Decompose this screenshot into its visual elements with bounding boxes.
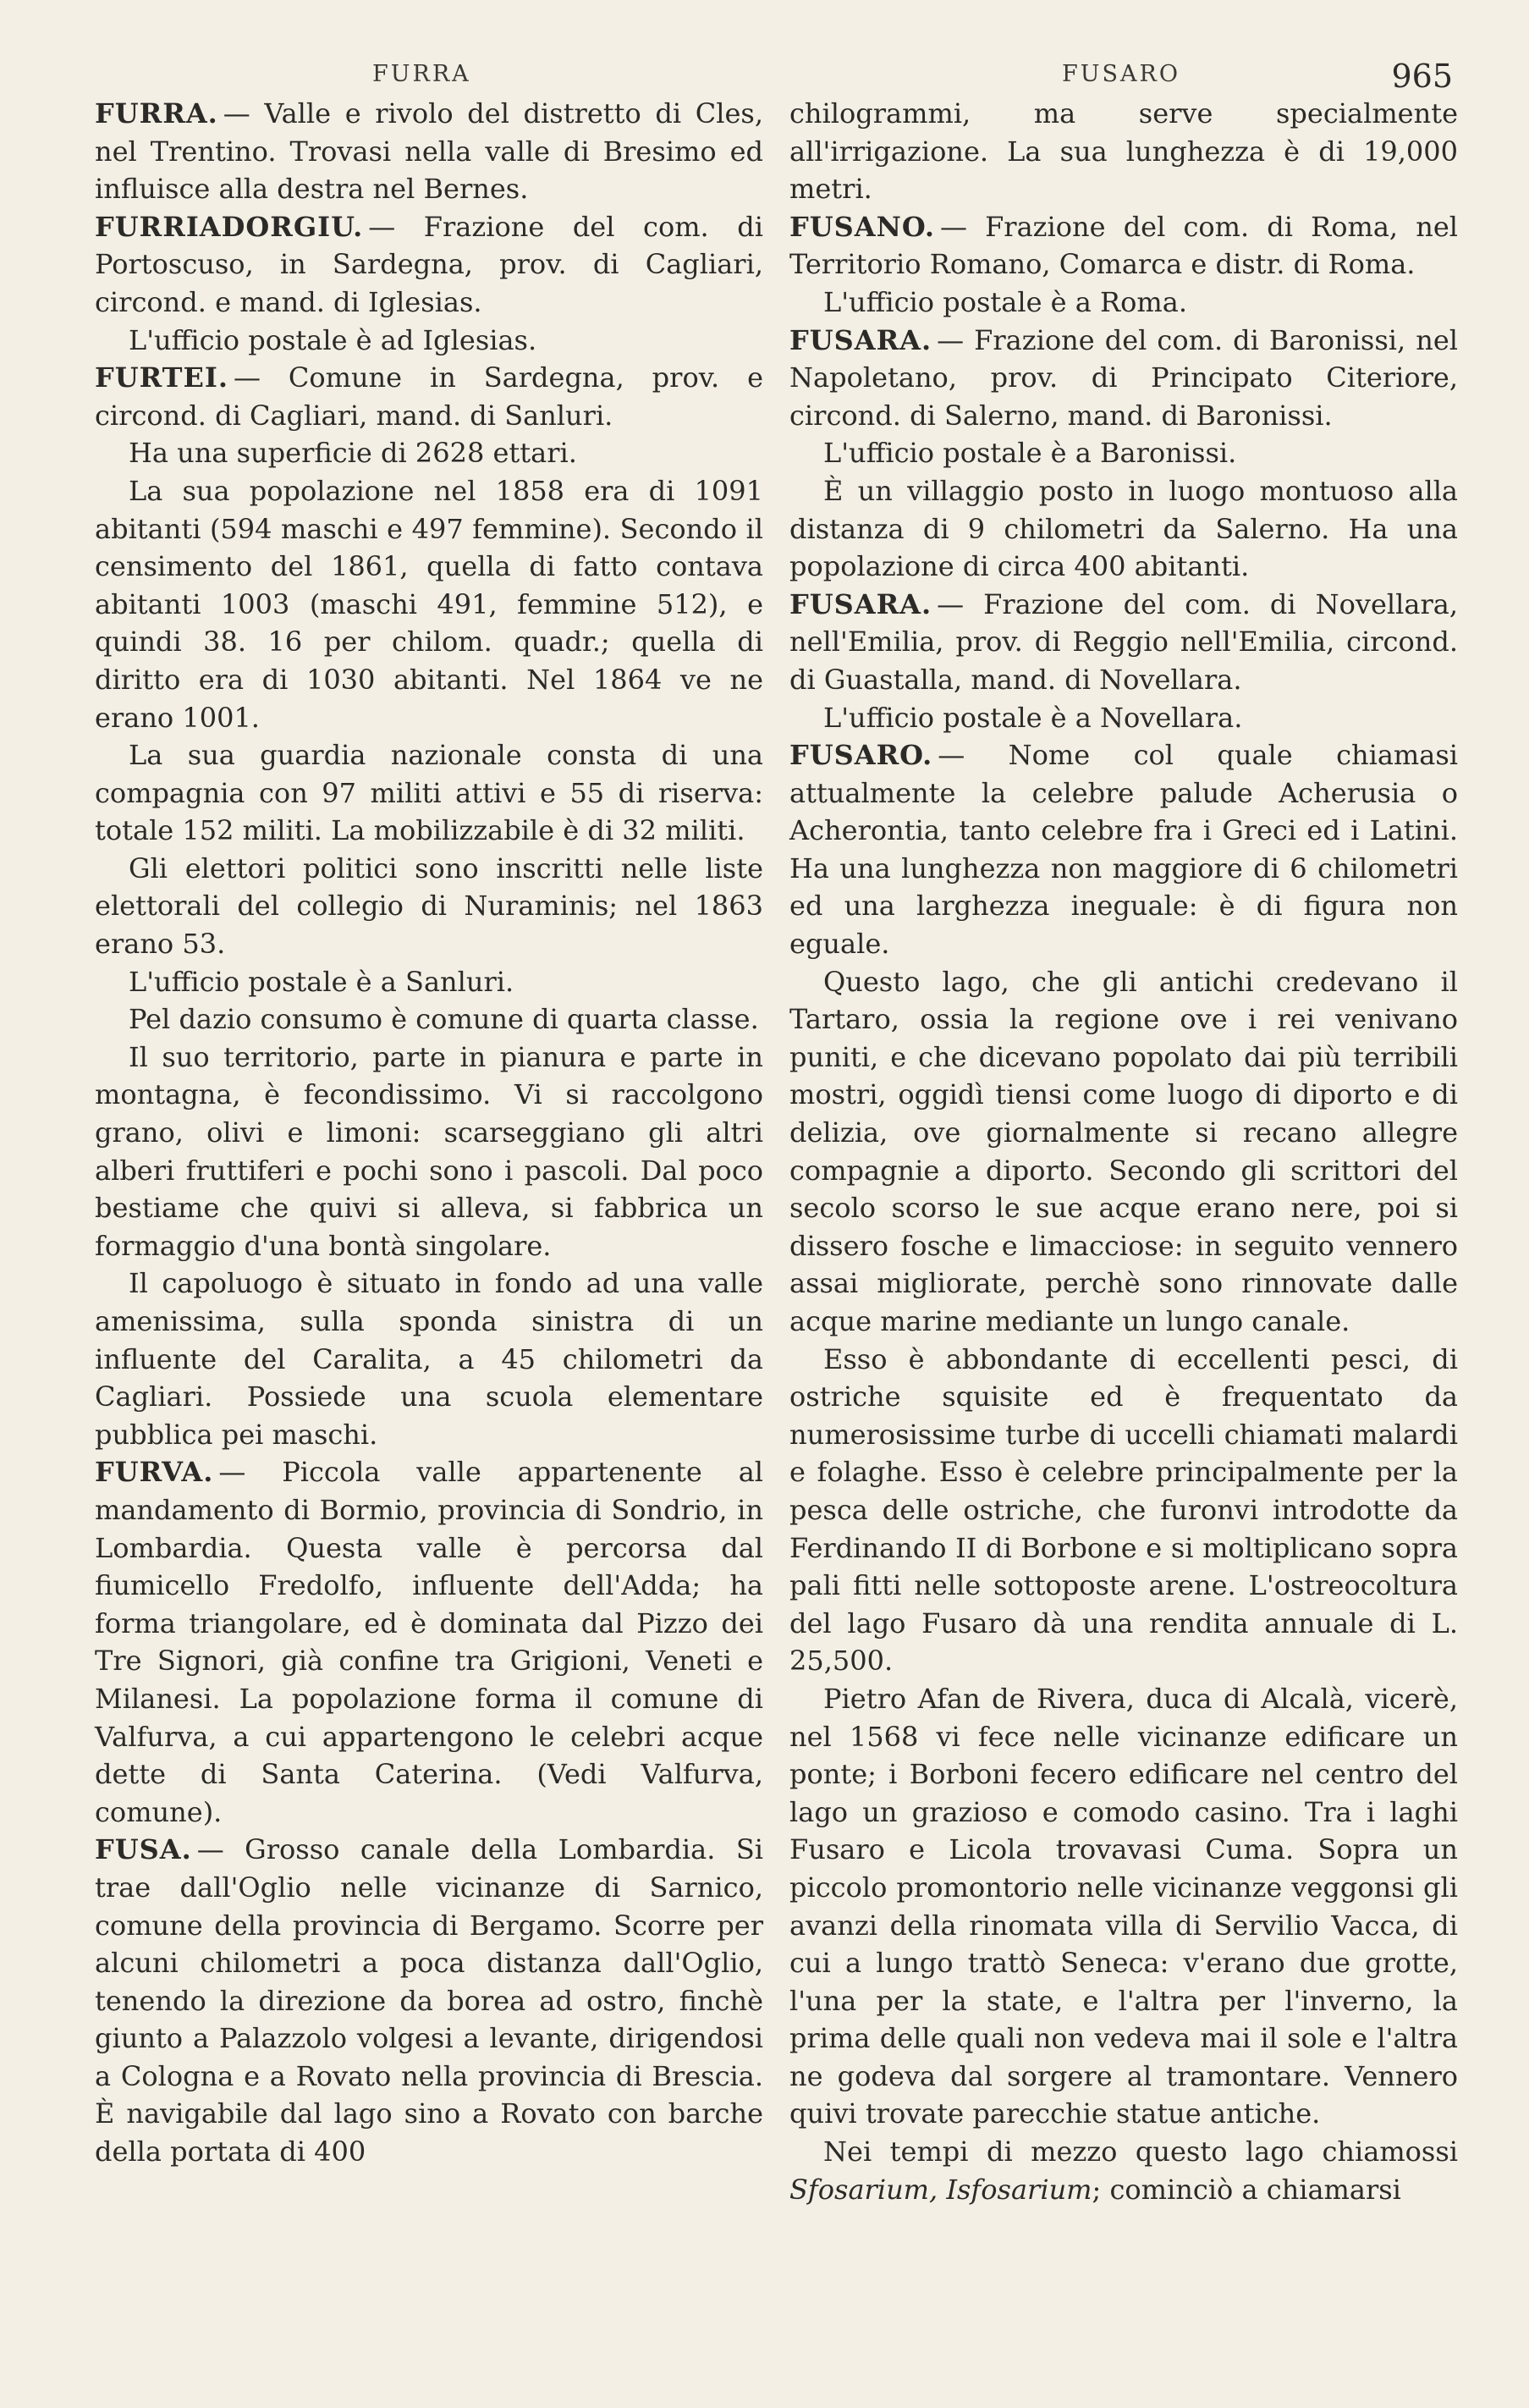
paragraph: Pel dazio consumo è comune di quarta classe.	[129, 1003, 759, 1036]
entry-text: — Frazione del com. di Portoscuso, in Sardegna, prov. di Cagliari, circond. e mand. di Iglesias.	[95, 210, 763, 318]
entry-text: — Nome col quale chiamasi attualmente la celebre palude Acherusia o Acherontia, tanto celebre fra i Greci ed i Latini. Ha una lunghezza non maggiore di 6 chilometri ed una larghezza ineguale: è di figura non eguale.	[789, 739, 1458, 961]
entry-head-word: FUSANO.	[789, 210, 935, 243]
entry-head-word: FURVA.	[95, 1456, 214, 1489]
right-running-head: FUSARO	[1062, 61, 1180, 87]
left-column	[95, 95, 763, 2171]
paragraph: L'ufficio postale è a Novellara.	[823, 701, 1243, 734]
right-column	[789, 95, 1458, 2208]
entry-text: — Frazione del com. di Baronissi, nel Napoletano, prov. di Principato Citeriore, circond. di Salerno, mand. di Baronissi.	[789, 323, 1458, 432]
paragraph: La sua guardia nazionale consta di una compagnia con 97 militi attivi e 55 di riserva: totale 152 militi. La mobilizzabile è di 32 militi.	[95, 739, 763, 847]
paragraph	[789, 2133, 1458, 2208]
entry-text: — Valle e rivolo del distretto di Cles, nel Trentino. Trovasi nella valle di Bresimo ed influisce alla destra nel Bernes.	[95, 97, 763, 206]
entry-head-word: FURTEI.	[95, 361, 228, 394]
entry-head-word: FUSARA.	[789, 587, 932, 620]
entry-text: — Piccola valle appartenente al mandamento di Bormio, provincia di Sondrio, in Lombardia. Questa valle è percorsa dal fiumicello Fredolfo, influente dell'Adda; ha forma triangolare, ed è dominata dal Pizzo dei Tre Signori, già confine tra Grigioni, Veneti e Milanesi. La popolazione forma il comune di Valfurva, a cui appartengono le celebri acque dette di Santa Caterina. (Vedi Valfurva, comune).	[95, 1456, 763, 1828]
page-number: 965	[1391, 58, 1453, 95]
paragraph: L'ufficio postale è a Roma.	[823, 285, 1187, 318]
entry-fusara-baronissi	[789, 322, 1458, 435]
entry-fusano	[789, 208, 1458, 284]
entry-text: — Frazione del com. di Roma, nel Territorio Romano, Comarca e distr. di Roma.	[789, 210, 1458, 281]
entry-furva	[95, 1453, 763, 1831]
paragraph: Il suo territorio, parte in pianura e parte in montagna, è fecondissimo. Vi si raccolgono grano, olivi e limoni: scarseggiano gli altri alberi fruttiferi e pochi sono i pascoli. Dal poco bestiame che quivi si alleva, si fabbrica un formaggio d'una bontà singolare.	[95, 1040, 763, 1262]
paragraph: Pietro Afan de Rivera, duca di Alcalà, vicerè, nel 1568 vi fece nelle vicinanze edificare un ponte; i Borboni fecero edificare nel centro del lago un grazioso e comodo casino. Tra i laghi Fusaro e Licola trovavasi Cuma. Sopra un piccolo promontorio nelle vicinanze veggonsi gli avanzi della rinomata villa di Servilio Vacca, di cui a lungo trattò Seneca: v'erano due grotte, l'una per la state, e l'altra per l'inverno, la prima delle quali non vedeva mai il sole e l'altra ne godeva dal sorgere al tramontare. Vennero quivi trovate parecchie statue antiche.	[789, 1682, 1458, 2130]
paragraph-text: ; cominciò a chiamarsi	[1092, 2173, 1401, 2206]
entry-furtei	[95, 359, 763, 434]
paragraph: L'ufficio postale è ad Iglesias.	[129, 323, 537, 356]
entry-furriadorgiu	[95, 208, 763, 322]
left-running-head: FURRA	[372, 61, 471, 87]
paragraph: Questo lago, che gli antichi credevano il Tartaro, ossia la regione ove i rei venivano puniti, e che dicevano popolato dai più terribili mostri, oggidì tiensi come luogo di diporto e di delizia, ove giornalmente si recano allegre compagnie a diporto. Secondo gli scrittori del secolo scorso le sue acque erano nere, poi si dissero fosche e limacciose: in seguito vennero assai migliorate, perchè sono rinnovate dalle acque marine mediante un lungo canale.	[789, 965, 1458, 1337]
entry-text: — Comune in Sardegna, prov. e circond. di Cagliari, mand. di Sanluri.	[95, 361, 763, 432]
paragraph: L'ufficio postale è a Baronissi.	[823, 437, 1237, 470]
paragraph: Ha una superficie di 2628 ettari.	[129, 437, 577, 470]
entry-head-word: FUSARO.	[789, 739, 933, 772]
entry-text: — Grosso canale della Lombardia. Si trae dall'Oglio nelle vicinanze di Sarnico, comune della provincia di Bergamo. Scorre per alcuni chilometri a poca distanza dall'Oglio, tenendo la direzione da borea ad ostro, finchè giunto a Palazzolo volgesi a levante, dirigendosi a Cologna e a Rovato nella provincia di Brescia. È navigabile dal lago sino a Rovato con barche della portata di 400	[95, 1833, 763, 2168]
entry-head-word: FUSARA.	[789, 323, 932, 356]
entry-head-word: FUSA.	[95, 1833, 192, 1866]
paragraph-text: Nei tempi di mezzo questo lago chiamossi	[823, 2135, 1458, 2168]
paragraph: È un villaggio posto in luogo montuoso alla distanza di 9 chilometri da Salerno. Ha una popolazione di circa 400 abitanti.	[789, 474, 1458, 583]
paragraph: Esso è abbondante di eccellenti pesci, di ostriche squisite ed è frequentato da numerosissime turbe di uccelli chiamati malardi e folaghe. Esso è celebre principalmente per la pesca delle ostriche, che furonvi introdotte da Ferdinando II di Borbone e si moltiplicano sopra pali fitti nelle sottoposte arene. L'ostreocoltura del lago Fusaro dà una rendita annuale di L. 25,500.	[789, 1342, 1458, 1678]
entry-fusa	[95, 1831, 763, 2170]
entry-head-word: FURRIADORGIU.	[95, 210, 364, 243]
paragraph: Il capoluogo è situato in fondo ad una valle amenissima, sulla sponda sinistra di un influente del Caralita, a 45 chilometri da Cagliari. Possiede una scuola elementare pubblica pei maschi.	[95, 1267, 763, 1451]
paragraph: Gli elettori politici sono inscritti nelle liste elettorali del collegio di Nuraminis; nel 1863 erano 53.	[95, 851, 763, 961]
entry-furra	[95, 95, 763, 208]
italic-latin-names: Sfosarium, Isfosarium	[789, 2173, 1092, 2206]
paragraph: La sua popolazione nel 1858 era di 1091 abitanti (594 maschi e 497 femmine). Secondo il censimento del 1861, quella di fatto contava abitanti 1003 (maschi 491, femmine 512), e quindi 38. 16 per chilom. quadr.; quella di diritto era di 1030 abitanti. Nel 1864 ve ne erano 1001.	[95, 474, 763, 734]
entry-fusara-novellara	[789, 586, 1458, 699]
entry-fusa-continued: chilogrammi, ma serve specialmente all'irrigazione. La sua lunghezza è di 19,000 metri.	[789, 97, 1458, 206]
entry-text: — Frazione del com. di Novellara, nell'Emilia, prov. di Reggio nell'Emilia, circond. di Guastalla, mand. di Novellara.	[789, 587, 1458, 696]
paragraph: L'ufficio postale è a Sanluri.	[129, 965, 514, 998]
entry-head-word: FURRA.	[95, 97, 218, 129]
entry-fusaro	[789, 736, 1458, 963]
